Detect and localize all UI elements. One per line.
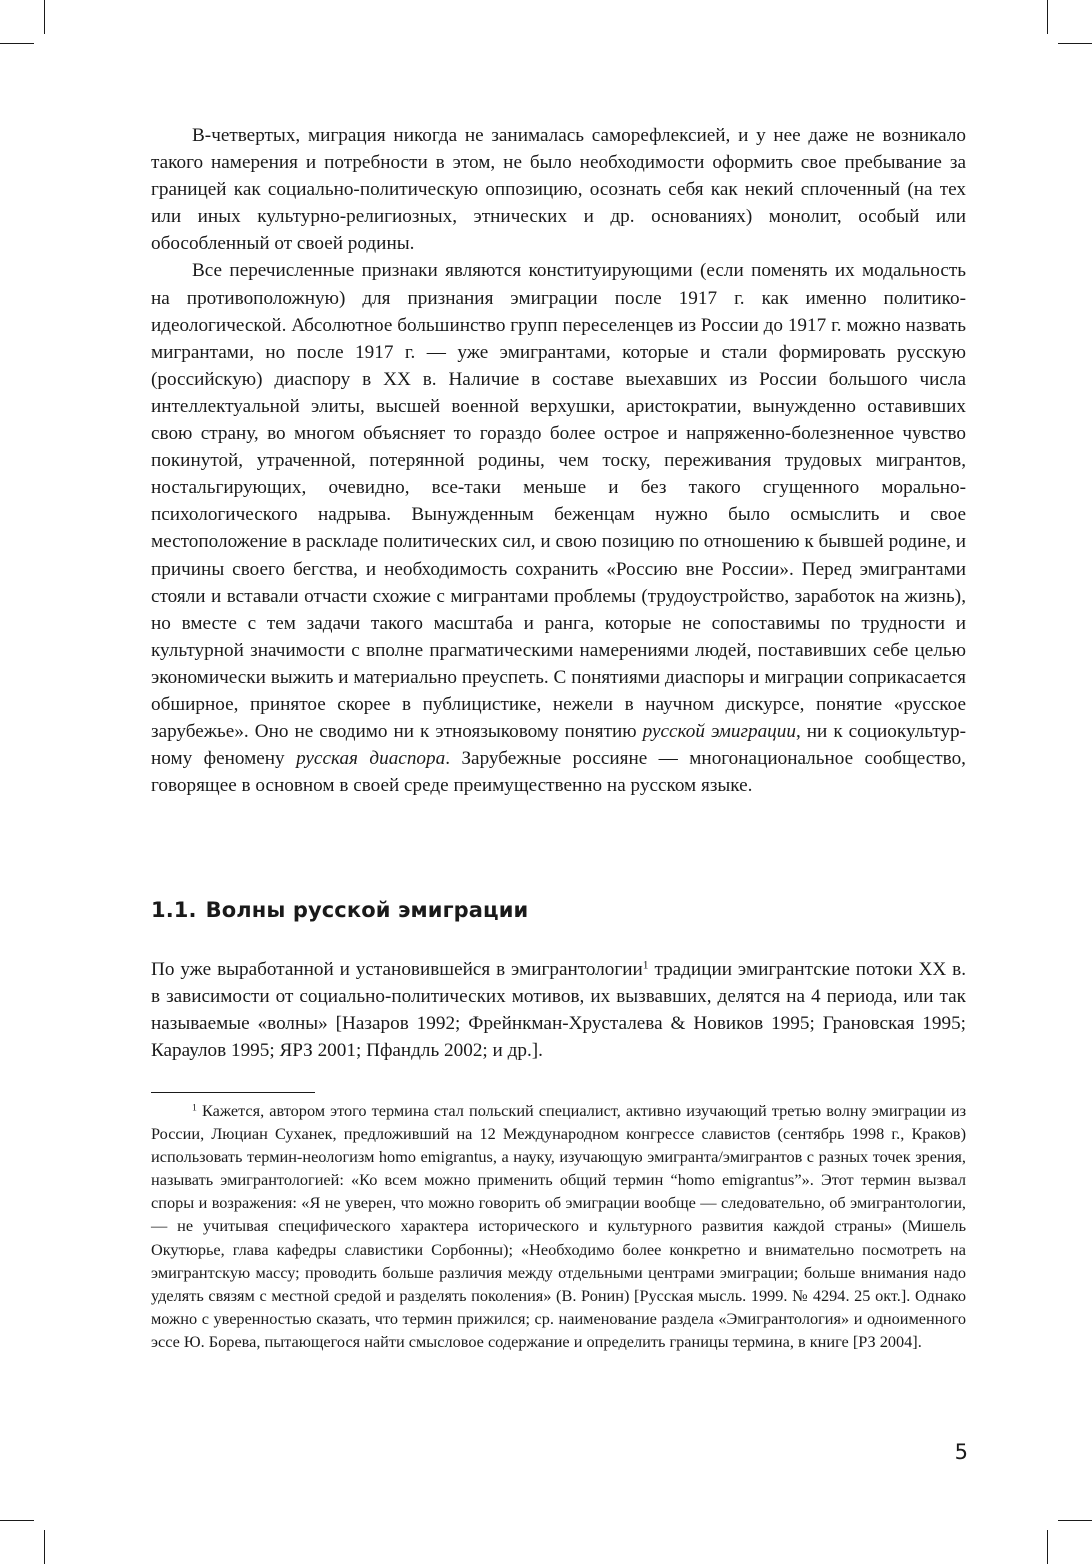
crop-mark-top-right-horizontal <box>1058 43 1092 44</box>
section-heading <box>151 896 528 924</box>
paragraph-text: традиции эмигрантские потоки XX в. в зависимости от социально-политических мотивов, их вызвавших, делятся на 4 периода, или так называемые «волны» [Назаров 1992; Фрейнкман-Хрусталева & Новиков 1995; Грановская 1995; Караулов 1995; ЯРЗ 2001; Пфандль 2002; и др.]. <box>151 959 966 1062</box>
footnote-divider <box>151 1092 315 1093</box>
crop-mark-top-right-vertical <box>1047 0 1048 34</box>
paragraph-emigration-waves <box>151 956 966 1064</box>
paragraph-text: , ни к социокультурному феномену <box>151 721 966 770</box>
crop-mark-bottom-right-horizontal <box>1058 1520 1092 1521</box>
footnote <box>151 1099 966 1353</box>
crop-mark-bottom-right-vertical <box>1047 1530 1048 1564</box>
paragraph-fourth-point: В-четвертых, миграция никогда не занималась саморефлексией, и у нее даже не возникало такого намерения и потребности в этом, не было необходимости оформить свое пребывание за границей как социально-политическую оппозицию, осознать себя как некий сплоченный (на тех или иных культурно-религиозных, этнических и др. основаниях) монолит, особый или обособленный от своей родины. <box>151 125 966 255</box>
paragraph-emigration-features <box>151 257 966 799</box>
paragraph-text: По уже выработанной и установившейся в эмигрантологии <box>151 959 643 980</box>
crop-mark-bottom-left-horizontal <box>0 1520 34 1521</box>
footnote-text: Кажется, автором этого термина стал польский специалист, активно изучающий третью волну эмиграции из России, Люциан Суханек, предложивший на 12 Международном конгрессе славистов (сентябрь 1998 г., Краков) использовать термин-неологизм homo emigrantus, а науку, изучающую эмигранта/эмигрантов с разных точек зрения, называть эмигрантологией: «Ко всем можно применить общий термин “homo emigrantus”». Этот термин вызвал споры и возражения: «Я не уверен, что можно говорить об эмиграции вообще — следовательно, об эмигрантологии, — не учитывая специфического характера исторического и культурного развития каждой страны» (Мишель Окутюрье, глава кафедры славистики Сорбонны); «Необходимо более конкретно и внимательно посмотреть на эмигрантскую массу; проводить больше различия между отдельными центрами эмиграции; больше внимания надо уделять связям с местной средой и разделять поколения» (В. Ронин) [Русская мысль. 1999. № 4294. 25 окт.]. Однако можно с уверенностью сказать, что термин прижился; ср. наименование раздела «Эмигрантология» и одноименного эссе Ю. Борева, пытающегося найти смысловое содержание и определить границы термина, в книге [РЗ 2004]. <box>151 1101 966 1351</box>
main-text <box>151 122 966 799</box>
crop-mark-top-left-vertical <box>44 0 45 34</box>
emphasis-russian-diaspora: русская диаспора <box>296 748 446 770</box>
footnote-reference[interactable]: 1 <box>642 959 649 972</box>
paragraph-text: . Зарубежные россияне — многонациональное сообщество, говорящее в основном в своей среде преимущественно на русском языке. <box>151 748 966 797</box>
section-title: Волны русской эмиграции <box>205 898 529 922</box>
paragraph-text: Все перечисленные признаки являются конституирующими (если поменять их модальность на противоположную) для признания эмиграции после 1917 г. как именно политико-идеологической. Абсолютное большинство групп переселенцев из России до 1917 г. можно назвать мигрантами, но после 1917 г. — уже эмигрантами, которые и стали формировать русскую (российскую) диаспору в XX в. Наличие в составе выехавших из России большого числа интеллектуальной элиты, высшей военной верхушки, аристократии, вынужденно оставивших свою страну, во многом объясняет то гораздо более острое и напряженно-болезненное чувство покинутой, утраченной, потерянной родины, чем тоску, переживания трудовых мигрантов, ностальгирующих, очевидно, все-таки меньше и без такого сгущенного морально-психологического надрыва. Вынужденным беженцам нужно было осмыслить и свое местоположение в раскладе политических сил, и свою позицию по отношению к бывшей родине, и причины своего бегства, и необходимость сохранить «Россию вне России». Перед эмигрантами стояли и вставали отчасти схожие с мигрантами проблемы (трудоустройство, заработок на жизнь), но вместе с тем задачи такого масштаба и ранга, которые не сопоставимы по трудности и культурной значимости с вполне прагматическими намерениями людей, поставивших себе целью экономически выжить и материально преуспеть. С понятиями диаспоры и миграции соприкасается обширное, принятое скорее в публицистике, нежели в научном дискурсе, понятие «русское зарубежье». Оно не сводимо ни к этноязыковому понятию <box>151 260 966 743</box>
emphasis-russian-emigration: русской эмиграции <box>642 721 796 743</box>
footnote-marker: 1 <box>192 1102 197 1114</box>
section-number: 1.1. <box>151 898 197 922</box>
page-number: 5 <box>954 1440 968 1464</box>
crop-mark-top-left-horizontal <box>0 43 34 44</box>
section-text <box>151 956 966 1064</box>
crop-mark-bottom-left-vertical <box>44 1530 45 1564</box>
